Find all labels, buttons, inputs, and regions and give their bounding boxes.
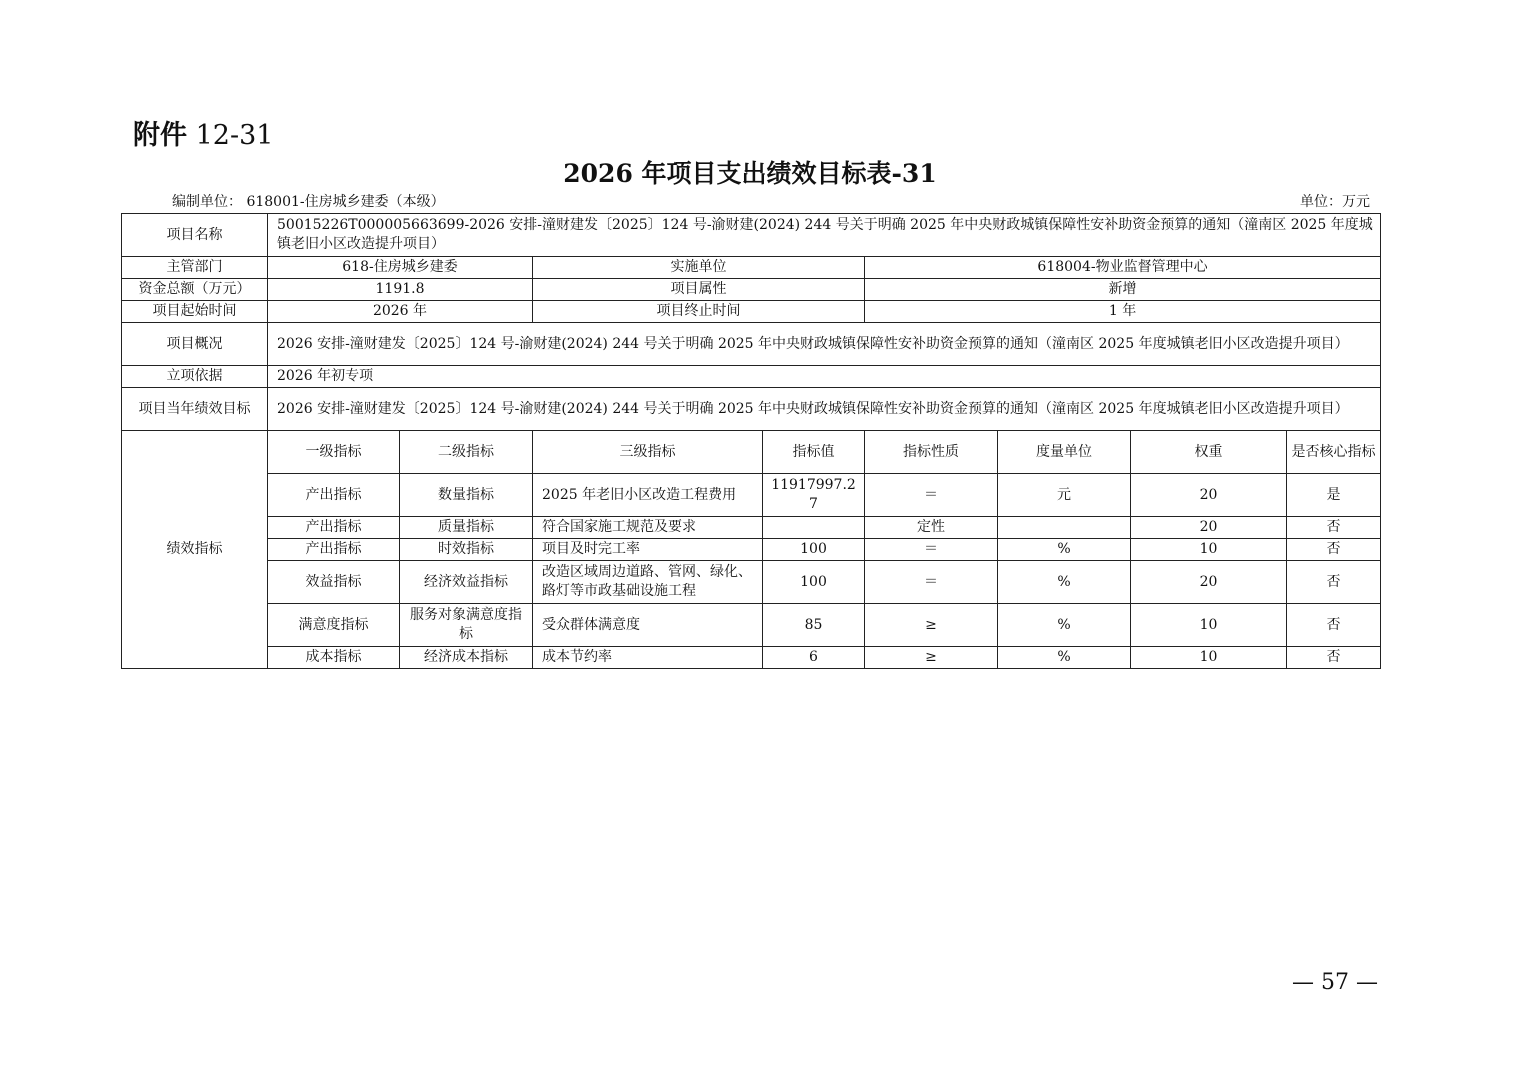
row-level1: 产出指标 xyxy=(268,474,400,517)
row-level1: 成本指标 xyxy=(268,647,400,669)
row-level1: 产出指标 xyxy=(268,539,400,561)
row-core: 是 xyxy=(1287,474,1381,517)
row-level2: 时效指标 xyxy=(400,539,533,561)
row-level3: 符合国家施工规范及要求 xyxy=(533,517,763,539)
row-nature: 定性 xyxy=(865,517,998,539)
row-annual-goal xyxy=(122,388,1381,431)
row-unit: % xyxy=(998,604,1131,647)
end-time-label: 项目终止时间 xyxy=(533,301,865,323)
row-core: 否 xyxy=(1287,561,1381,604)
row-level2: 数量指标 xyxy=(400,474,533,517)
implementer-label: 实施单位 xyxy=(533,257,865,279)
row-nature: ＝ xyxy=(865,561,998,604)
row-level2: 经济成本指标 xyxy=(400,647,533,669)
row-department xyxy=(122,257,1381,279)
row-level3: 项目及时完工率 xyxy=(533,539,763,561)
row-value: 85 xyxy=(763,604,865,647)
row-unit: 元 xyxy=(998,474,1131,517)
annual-goal-label: 项目当年绩效目标 xyxy=(122,388,268,431)
table-row xyxy=(122,539,1381,561)
row-level3: 成本节约率 xyxy=(533,647,763,669)
row-weight: 10 xyxy=(1131,539,1287,561)
row-value: 6 xyxy=(763,647,865,669)
row-unit: % xyxy=(998,647,1131,669)
header-weight: 权重 xyxy=(1131,431,1287,474)
row-nature: ＝ xyxy=(865,539,998,561)
indicators-section-label: 绩效指标 xyxy=(122,431,268,669)
row-weight: 20 xyxy=(1131,561,1287,604)
row-core: 否 xyxy=(1287,604,1381,647)
basis-label: 立项依据 xyxy=(122,366,268,388)
header-level2: 二级指标 xyxy=(400,431,533,474)
annual-goal-value: 2026 安排-潼财建发〔2025〕124 号-渝财建(2024) 244 号关于明确 2025 年中央财政城镇保障性安补助资金预算的通知（潼南区 2025 年度城镇老旧小区改造提升项目） xyxy=(268,388,1381,431)
overview-value: 2026 安排-潼财建发〔2025〕124 号-渝财建(2024) 244 号关于明确 2025 年中央财政城镇保障性安补助资金预算的通知（潼南区 2025 年度城镇老旧小区改造提升项目） xyxy=(268,323,1381,366)
row-core: 否 xyxy=(1287,647,1381,669)
implementer-value: 618004-物业监督管理中心 xyxy=(865,257,1381,279)
row-level2: 经济效益指标 xyxy=(400,561,533,604)
row-level2: 服务对象满意度指标 xyxy=(400,604,533,647)
start-time-label: 项目起始时间 xyxy=(122,301,268,323)
row-level3: 受众群体满意度 xyxy=(533,604,763,647)
row-weight: 20 xyxy=(1131,517,1287,539)
row-value: 100 xyxy=(763,539,865,561)
table-row xyxy=(122,474,1381,517)
header-level3: 三级指标 xyxy=(533,431,763,474)
row-level1: 产出指标 xyxy=(268,517,400,539)
header-nature: 指标性质 xyxy=(865,431,998,474)
row-weight: 20 xyxy=(1131,474,1287,517)
page-title: 2026 年项目支出绩效目标表-31 xyxy=(563,159,937,188)
currency-unit: 单位：万元 xyxy=(1300,194,1370,210)
fund-label: 资金总额（万元） xyxy=(122,279,268,301)
row-overview xyxy=(122,323,1381,366)
attachment-number: 12-31 xyxy=(195,120,274,151)
table-row xyxy=(122,561,1381,604)
row-fund xyxy=(122,279,1381,301)
project-attr-label: 项目属性 xyxy=(533,279,865,301)
row-level3: 改造区域周边道路、管网、绿化、路灯等市政基础设施工程 xyxy=(533,561,763,604)
department-label: 主管部门 xyxy=(122,257,268,279)
row-unit xyxy=(998,517,1131,539)
department-value: 618-住房城乡建委 xyxy=(268,257,533,279)
header-core: 是否核心指标 xyxy=(1287,431,1381,474)
start-time-value: 2026 年 xyxy=(268,301,533,323)
row-level1: 满意度指标 xyxy=(268,604,400,647)
row-core: 否 xyxy=(1287,539,1381,561)
indicator-header-row xyxy=(122,431,1381,474)
attachment-label xyxy=(133,118,273,154)
row-nature: ≥ xyxy=(865,604,998,647)
table-row xyxy=(122,604,1381,647)
row-value: 100 xyxy=(763,561,865,604)
basis-value: 2026 年初专项 xyxy=(268,366,1381,388)
row-time xyxy=(122,301,1381,323)
row-level1: 效益指标 xyxy=(268,561,400,604)
project-name-label: 项目名称 xyxy=(122,214,268,257)
attachment-prefix: 附件 xyxy=(133,120,187,151)
header-unit: 度量单位 xyxy=(998,431,1131,474)
project-attr-value: 新增 xyxy=(865,279,1381,301)
header-level1: 一级指标 xyxy=(268,431,400,474)
row-value xyxy=(763,517,865,539)
row-basis xyxy=(122,366,1381,388)
row-level2: 质量指标 xyxy=(400,517,533,539)
header-value: 指标值 xyxy=(763,431,865,474)
row-unit: % xyxy=(998,539,1131,561)
row-project-name xyxy=(122,214,1381,257)
row-weight: 10 xyxy=(1131,647,1287,669)
row-value: 11917997.27 xyxy=(763,474,865,517)
row-nature: ≥ xyxy=(865,647,998,669)
row-core: 否 xyxy=(1287,517,1381,539)
table-row xyxy=(122,517,1381,539)
fund-value: 1191.8 xyxy=(268,279,533,301)
performance-table xyxy=(121,213,1381,669)
end-time-value: 1 年 xyxy=(865,301,1381,323)
table-row xyxy=(122,647,1381,669)
row-weight: 10 xyxy=(1131,604,1287,647)
project-name-value: 50015226T000005663699-2026 安排-潼财建发〔2025〕124 号-渝财建(2024) 244 号关于明确 2025 年中央财政城镇保障性安补助资金预算的通知（潼南区 2025 年度城镇老旧小区改造提升项目） xyxy=(268,214,1381,257)
overview-label: 项目概况 xyxy=(122,323,268,366)
compiler-unit: 编制单位： 618001-住房城乡建委（本级） xyxy=(172,194,445,210)
row-unit: % xyxy=(998,561,1131,604)
page-number: — 57 — xyxy=(1292,970,1378,995)
row-nature: ＝ xyxy=(865,474,998,517)
row-level3: 2025 年老旧小区改造工程费用 xyxy=(533,474,763,517)
